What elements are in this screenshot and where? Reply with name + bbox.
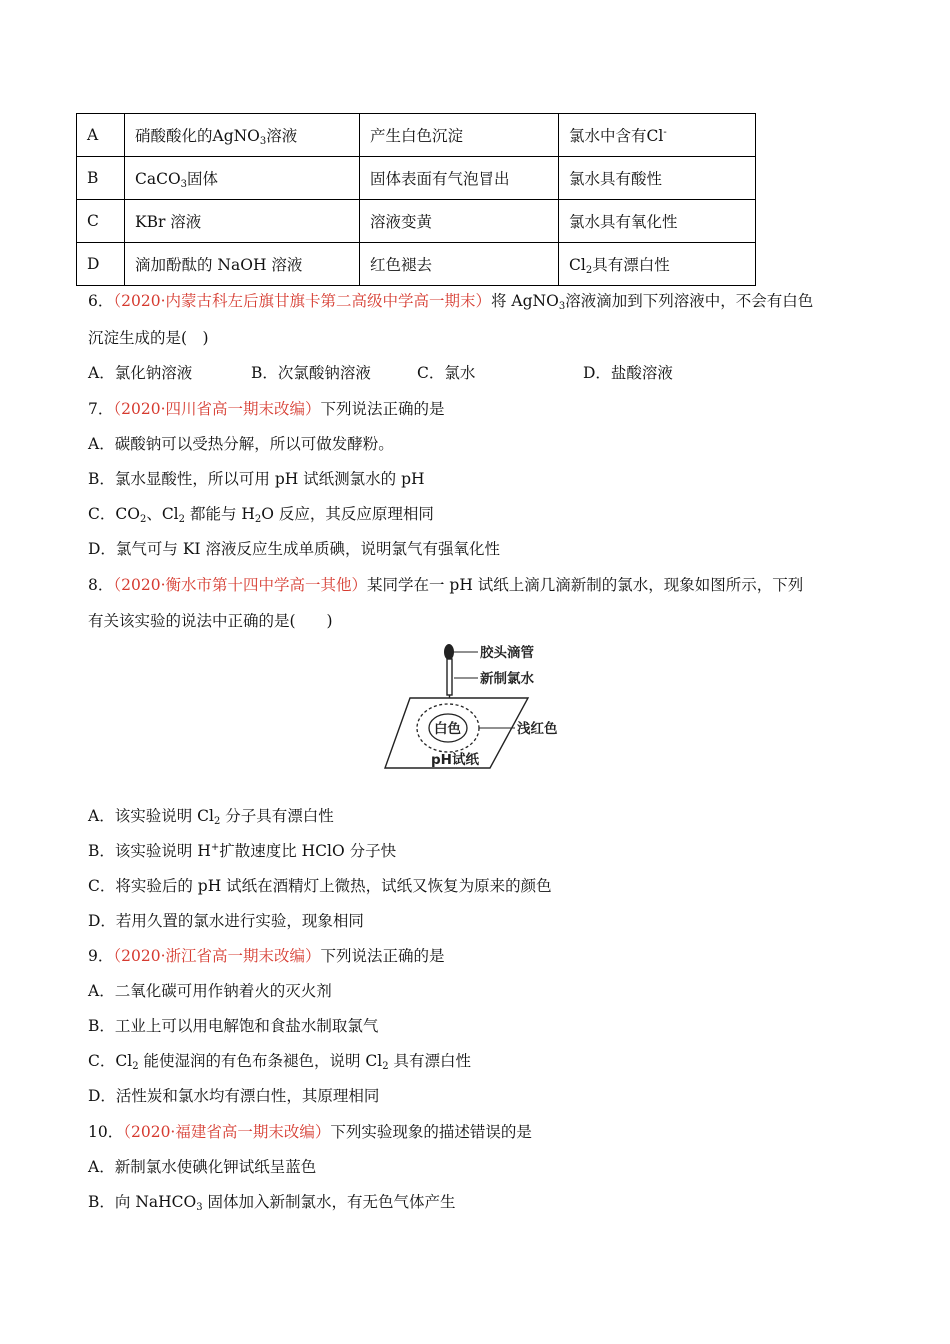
white-label: 白色 xyxy=(434,721,461,737)
reagent-cell: 滴加酚酞的 NaOH 溶液 xyxy=(125,243,360,286)
q8-option-d: D．若用久置的氯水进行实验，现象相同 xyxy=(88,912,364,930)
table-row xyxy=(77,157,756,200)
q8-option-a: A．该实验说明 $Cl_2$ 分子具有漂白性 xyxy=(88,807,334,827)
reagent-cell: KBr 溶液 xyxy=(125,200,360,243)
options-table xyxy=(76,113,756,286)
ph-paper-figure xyxy=(380,640,580,770)
dropper-bulb-icon xyxy=(444,644,454,660)
q6-option-a: A．氯化钠溶液 xyxy=(88,364,193,382)
q7-stem: 7．（2020·四川省高一期末改编）下列说法正确的是 xyxy=(88,400,445,418)
reagent-cell: CaCO$_3$固体 xyxy=(125,157,360,200)
q6-stem-line1: 6．（2020·内蒙古科左后旗甘旗卡第二高级中学高一期末）将 AgNO$_3$溶液滴加到下列溶液中，不会有白色 xyxy=(88,292,814,312)
q6-options xyxy=(88,362,673,384)
q10-stem: 10．（2020·福建省高一期末改编）下列实验现象的描述错误的是 xyxy=(88,1123,532,1141)
q10-option-b: B．向 NaHCO$_3$ 固体加入新制氯水，有无色气体产生 xyxy=(88,1193,456,1213)
conclusion-cell: 氯水具有氧化性 xyxy=(559,200,756,243)
q9-option-b: B．工业上可以用电解饱和食盐水制取氯气 xyxy=(88,1017,379,1035)
table-row xyxy=(77,114,756,157)
conclusion-cell: 氯水中含有Cl- xyxy=(559,114,756,157)
row-label: A xyxy=(77,114,125,157)
q6-source: （2020·内蒙古科左后旗甘旗卡第二高级中学高一期末） xyxy=(113,292,491,310)
reagent-cell: 硝酸酸化的AgNO$_3$溶液 xyxy=(125,114,360,157)
q7-option-b: B．氯水显酸性，所以可用 pH 试纸测氯水的 pH xyxy=(88,470,425,488)
q6-stem-line2: 沉淀生成的是( ) xyxy=(88,329,209,347)
conclusion-cell: 氯水具有酸性 xyxy=(559,157,756,200)
chlorine-water-label: 新制氯水 xyxy=(480,671,534,687)
table-row xyxy=(77,243,756,286)
row-label: D xyxy=(77,243,125,286)
phenomenon-cell: 固体表面有气泡冒出 xyxy=(360,157,559,200)
conclusion-cell: $Cl_2$具有漂白性 xyxy=(559,243,756,286)
q6-option-b: B．次氯酸钠溶液 xyxy=(251,364,371,382)
q10-option-a: A．新制氯水使碘化钾试纸呈蓝色 xyxy=(88,1158,317,1176)
row-label: C xyxy=(77,200,125,243)
table-row xyxy=(77,200,756,243)
phenomenon-cell: 红色褪去 xyxy=(360,243,559,286)
q10-source: （2020·福建省高一期末改编） xyxy=(123,1123,331,1141)
ph-paper-label: pH试纸 xyxy=(431,752,479,768)
q7-source: （2020·四川省高一期末改编） xyxy=(113,400,321,418)
q9-source: （2020·浙江省高一期末改编） xyxy=(113,947,321,965)
q6-option-c: C．氯水 xyxy=(417,364,476,382)
q8-option-b: B．该实验说明 H+扩散速度比 HClO 分子快 xyxy=(88,842,397,860)
dropper-tube-icon xyxy=(447,659,452,695)
q7-option-d: D．氯气可与 KI 溶液反应生成单质碘，说明氯气有强氧化性 xyxy=(88,540,500,558)
q8-option-c: C．将实验后的 pH 试纸在酒精灯上微热，试纸又恢复为原来的颜色 xyxy=(88,877,552,895)
phenomenon-cell: 产生白色沉淀 xyxy=(360,114,559,157)
q9-option-a: A．二氧化碳可用作钠着火的灭火剂 xyxy=(88,982,332,1000)
q6-option-d: D．盐酸溶液 xyxy=(583,364,673,382)
row-label: B xyxy=(77,157,125,200)
q8-source: （2020·衡水市第十四中学高一其他） xyxy=(113,576,367,594)
pink-label: 浅红色 xyxy=(517,721,558,737)
q7-option-c: C．$CO_2$、$Cl_2$ 都能与 $H_2O$ 反应，其反应原理相同 xyxy=(88,505,434,525)
q9-stem: 9．（2020·浙江省高一期末改编）下列说法正确的是 xyxy=(88,947,445,965)
q9-option-c: C．$Cl_2$ 能使湿润的有色布条褪色，说明 $Cl_2$ 具有漂白性 xyxy=(88,1052,472,1072)
dropper-label: 胶头滴管 xyxy=(480,645,534,661)
phenomenon-cell: 溶液变黄 xyxy=(360,200,559,243)
q7-option-a: A．碳酸钠可以受热分解，所以可做发酵粉。 xyxy=(88,435,394,453)
q9-option-d: D．活性炭和氯水均有漂白性，其原理相同 xyxy=(88,1087,380,1105)
q8-stem-line2: 有关该实验的说法中正确的是( ) xyxy=(88,612,333,630)
q8-stem-line1: 8．（2020·衡水市第十四中学高一其他）某同学在一 pH 试纸上滴几滴新制的氯水，现象如图所示，下列 xyxy=(88,576,804,594)
